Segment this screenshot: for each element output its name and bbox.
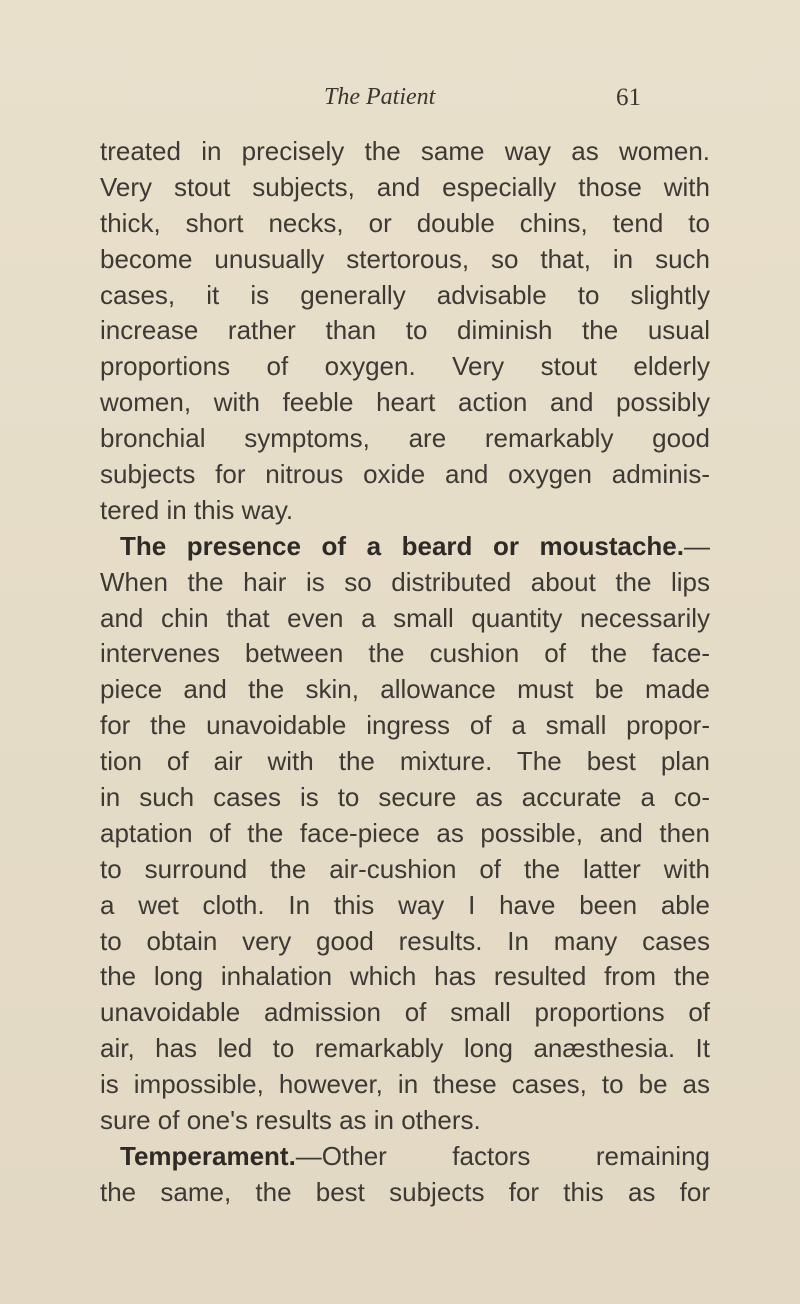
text-line: and chin that even a small quantity necessarily xyxy=(100,602,710,633)
text-line: cases, it is generally advisable to slightly xyxy=(100,279,710,310)
running-head xyxy=(0,84,800,120)
text-line: for the unavoidable ingress of a small propor- xyxy=(100,710,710,741)
text-line: tion of air with the mixture. The best plan xyxy=(100,746,710,777)
heading-line-rest: —Other factors remaining xyxy=(295,1140,710,1171)
heading-dash: — xyxy=(684,530,710,561)
text-line: women, with feeble heart action and possibly xyxy=(100,387,710,418)
text-line: thick, short necks, or double chins, tend to xyxy=(100,207,710,238)
section-heading-line xyxy=(100,529,710,565)
page-number: 61 xyxy=(616,84,641,111)
text-line: to obtain very good results. In many cases xyxy=(100,925,710,956)
text-line: bronchial symptoms, are remarkably good xyxy=(100,423,710,454)
text-line: the long inhalation which has resulted from the xyxy=(100,961,710,992)
text-line: subjects for nitrous oxide and oxygen adminis- xyxy=(100,459,710,490)
text-line: unavoidable admission of small proportions of xyxy=(100,997,710,1028)
body-text xyxy=(100,134,710,1211)
section-heading-beard: The presence of a beard or moustache. xyxy=(120,530,684,561)
text-line: piece and the skin, allowance must be made xyxy=(100,674,710,705)
text-line: a wet cloth. In this way I have been able xyxy=(100,889,710,920)
text-line: increase rather than to diminish the usual xyxy=(100,315,710,346)
text-line: is impossible, however, in these cases, to be as xyxy=(100,1069,710,1100)
text-line: When the hair is so distributed about the lips xyxy=(100,566,710,597)
running-title: The Patient xyxy=(324,84,436,110)
text-line: become unusually stertorous, so that, in such xyxy=(100,243,710,274)
section-heading-temperament: Temperament. xyxy=(120,1140,296,1171)
text-line: in such cases is to secure as accurate a co- xyxy=(100,782,710,813)
text-line: air, has led to remarkably long anæsthesia. It xyxy=(100,1033,710,1064)
text-line: proportions of oxygen. Very stout elderly xyxy=(100,351,710,382)
text-line: the same, the best subjects for this as for xyxy=(100,1176,710,1207)
text-line: tered in this way. xyxy=(100,494,294,525)
text-line: aptation of the face-piece as possible, and then xyxy=(100,817,710,848)
text-line: treated in precisely the same way as women. xyxy=(100,136,710,166)
text-line: Very stout subjects, and especially those with xyxy=(100,171,710,202)
text-line: sure of one's results as in others. xyxy=(100,1105,481,1136)
section-heading-line xyxy=(100,1139,710,1175)
text-line: to surround the air-cushion of the latter with xyxy=(100,853,710,884)
text-line: intervenes between the cushion of the face- xyxy=(100,638,710,669)
